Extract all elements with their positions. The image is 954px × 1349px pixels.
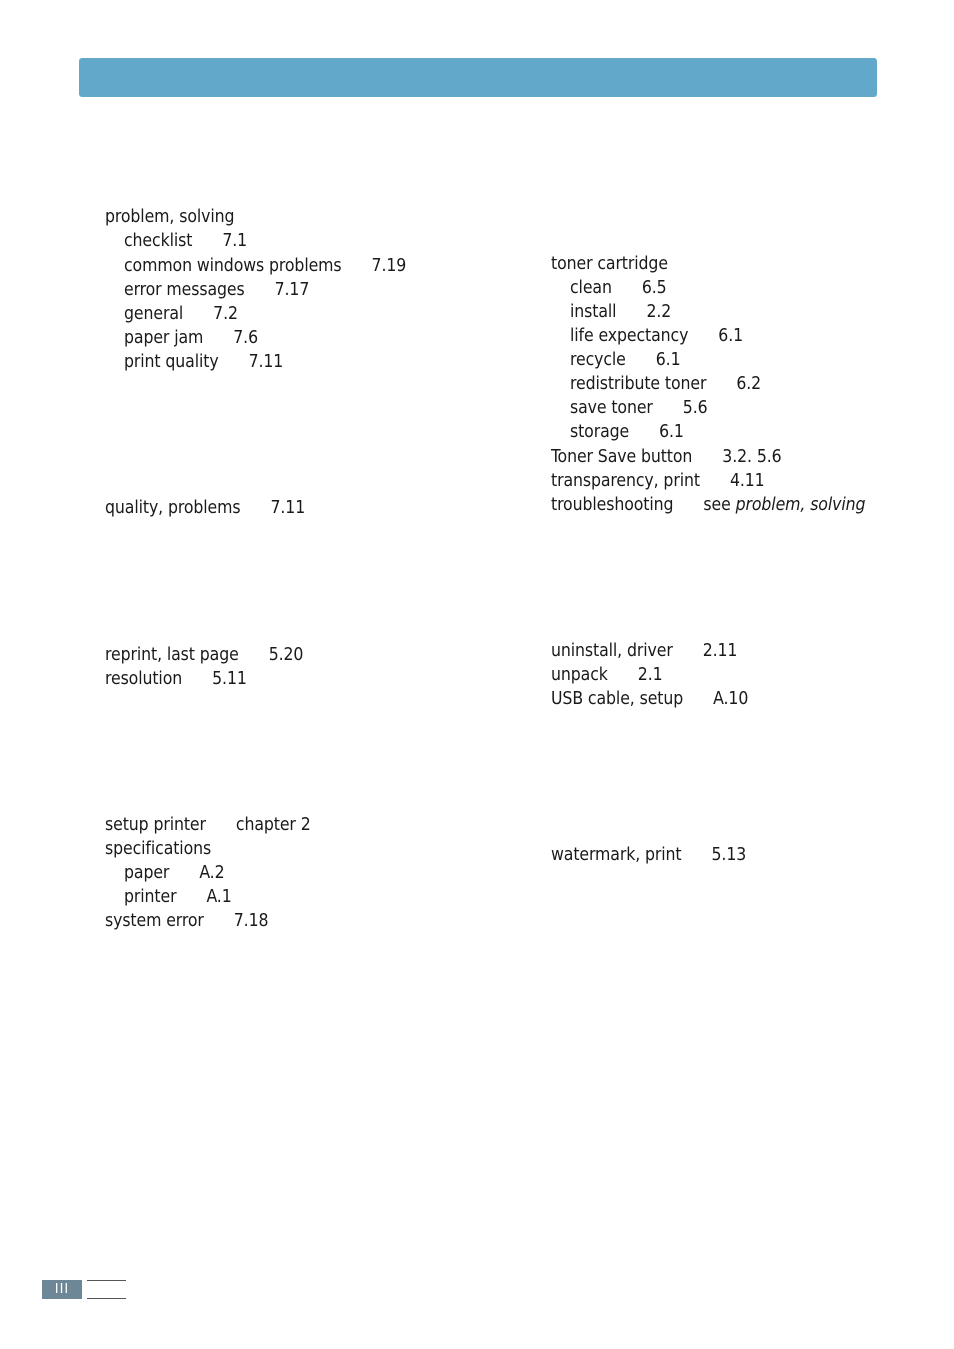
- index-entry: [551, 470, 765, 492]
- index-page-ref: 7.17: [274, 280, 310, 300]
- index-page-ref: 7.19: [371, 256, 407, 276]
- index-page-ref: 6.2: [736, 374, 762, 394]
- index-term: life expectancy: [570, 326, 689, 346]
- index-entry: [551, 253, 668, 275]
- index-entry: [124, 230, 247, 252]
- index-page-ref: 7.11: [248, 352, 284, 372]
- index-page-ref: A.10: [713, 689, 749, 709]
- header-bar: [79, 58, 877, 97]
- index-entry: [570, 325, 743, 347]
- index-page-ref: A.1: [206, 887, 232, 907]
- page-number-tab: III: [42, 1280, 82, 1299]
- index-term: uninstall, driver: [551, 641, 673, 661]
- index-page-ref: 2.11: [702, 641, 738, 661]
- index-term: paper: [124, 863, 170, 883]
- index-entry: [105, 644, 303, 666]
- index-page-ref: see: [703, 495, 731, 515]
- index-entry: [124, 351, 283, 373]
- index-term: resolution: [105, 669, 183, 689]
- index-term: error messages: [124, 280, 245, 300]
- index-page-ref: A.2: [199, 863, 225, 883]
- index-term: recycle: [570, 350, 626, 370]
- index-term: problem, solving: [105, 207, 235, 227]
- index-term: print quality: [124, 352, 219, 372]
- index-page-ref: 2.2: [646, 302, 672, 322]
- index-entry: [124, 255, 406, 277]
- index-term: redistribute toner: [570, 374, 707, 394]
- index-term: paper jam: [124, 328, 204, 348]
- index-entry: [124, 886, 232, 908]
- index-term: system error: [105, 911, 204, 931]
- index-term: save toner: [570, 398, 653, 418]
- index-page-ref: 7.2: [213, 304, 238, 324]
- index-term: install: [570, 302, 617, 322]
- index-term: specifications: [105, 839, 212, 859]
- index-page-ref: chapter 2: [235, 815, 311, 835]
- index-entry: [551, 688, 748, 710]
- index-term: setup printer: [105, 815, 206, 835]
- index-page-ref: 6.1: [659, 422, 684, 442]
- index-term: Toner Save button: [551, 447, 693, 467]
- footer-rule-bottom: [87, 1298, 126, 1299]
- index-entry: [124, 279, 309, 301]
- index-page-ref: 5.20: [268, 645, 304, 665]
- index-entry: [105, 497, 305, 519]
- index-page-ref: 6.5: [641, 278, 667, 298]
- index-entry: [105, 206, 234, 228]
- index-page-ref: 5.6: [682, 398, 708, 418]
- index-page-ref: 2.1: [637, 665, 663, 685]
- index-page-ref: 7.11: [270, 498, 306, 518]
- index-page-ref: 6.1: [718, 326, 744, 346]
- index-entry: [570, 421, 684, 443]
- index-entry: [570, 397, 708, 419]
- index-entry: [551, 844, 746, 866]
- index-entry: [551, 446, 782, 468]
- index-page-ref: 6.1: [655, 350, 681, 370]
- index-entry: [105, 814, 311, 836]
- index-term: unpack: [551, 665, 608, 685]
- index-term: toner cartridge: [551, 254, 668, 274]
- index-term: checklist: [124, 231, 193, 251]
- index-cross-ref: problem, solving: [735, 495, 866, 515]
- index-term: USB cable, setup: [551, 689, 684, 709]
- index-entry: [124, 327, 258, 349]
- index-entry: [124, 303, 238, 325]
- index-page-ref: 7.6: [233, 328, 258, 348]
- index-entry: [551, 664, 663, 686]
- index-term: quality, problems: [105, 498, 241, 518]
- index-page-ref: 3.2. 5.6: [722, 447, 782, 467]
- index-entry: [124, 862, 225, 884]
- index-page-ref: 4.11: [729, 471, 765, 491]
- index-page-ref: 5.13: [711, 845, 747, 865]
- index-entry: [551, 494, 865, 516]
- index-term: clean: [570, 278, 612, 298]
- index-page-ref: 7.1: [222, 231, 248, 251]
- index-term: common windows problems: [124, 256, 342, 276]
- index-term: reprint, last page: [105, 645, 239, 665]
- index-page-ref: 5.11: [212, 669, 247, 689]
- index-entry: [570, 349, 681, 371]
- index-entry: [551, 640, 737, 662]
- index-page-ref: 7.18: [233, 911, 269, 931]
- index-entry: [105, 838, 211, 860]
- index-term: general: [124, 304, 184, 324]
- index-term: transparency, print: [551, 471, 700, 491]
- index-entry: [570, 373, 761, 395]
- index-term: troubleshooting: [551, 495, 674, 515]
- index-term: storage: [570, 422, 630, 442]
- index-entry: [570, 301, 671, 323]
- index-entry: [105, 668, 247, 690]
- footer-rule-top: [87, 1280, 126, 1281]
- index-term: printer: [124, 887, 177, 907]
- index-term: watermark, print: [551, 845, 682, 865]
- index-entry: [105, 910, 268, 932]
- index-entry: [570, 277, 667, 299]
